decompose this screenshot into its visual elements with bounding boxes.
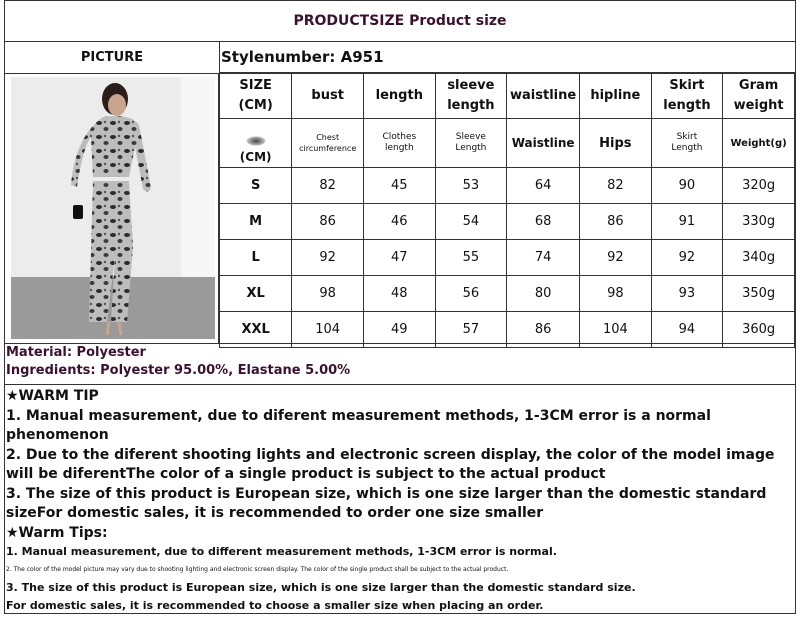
cell-sleeve: 55 [435, 240, 507, 276]
header-sleeve-length: sleeve length [435, 74, 507, 119]
picture-label: PICTURE [5, 41, 220, 74]
subheader-waistline: Waistline [507, 119, 580, 168]
header-length: length [364, 74, 436, 119]
size-table [219, 73, 795, 348]
cell-skirt: 94 [651, 312, 723, 348]
cell-waist: 68 [507, 204, 580, 240]
size-chart [4, 0, 796, 614]
style-number: Stylenumber: A951 [219, 41, 795, 73]
title-row [5, 1, 795, 42]
cell-length: 48 [364, 276, 436, 312]
size-label: M [220, 204, 292, 240]
subheader-row [220, 119, 795, 168]
size-label: XL [220, 276, 292, 312]
size-label: S [220, 168, 292, 204]
tip-6: 3. The size of this product is European size, which is one size larger than the domestic standard size. [6, 581, 636, 594]
subheader-cm: (CM) [220, 119, 292, 168]
subheader-clothes-length: Clothes length [364, 119, 436, 168]
cell-length: 47 [364, 240, 436, 276]
cell-skirt: 92 [651, 240, 723, 276]
cell-weight: 340g [723, 240, 795, 276]
cell-sleeve: 53 [435, 168, 507, 204]
cell-bust: 82 [292, 168, 364, 204]
table-row [220, 168, 795, 204]
header-skirt-length: Skirt length [651, 74, 723, 119]
tip-3: 3. The size of this product is European size, which is one size larger than the domestic standard sizeFor domestic sales, it is recommended to order one size smaller [6, 485, 767, 521]
cell-hip: 104 [580, 312, 652, 348]
header-size: SIZE (CM) [220, 74, 292, 119]
cell-hip: 92 [580, 240, 652, 276]
cell-waist: 74 [507, 240, 580, 276]
cell-length: 45 [364, 168, 436, 204]
cell-skirt: 90 [651, 168, 723, 204]
table-row [220, 240, 795, 276]
table-row [220, 276, 795, 312]
cell-waist: 86 [507, 312, 580, 348]
cell-length: 49 [364, 312, 436, 348]
page-title: PRODUCTSIZE Product size [293, 13, 507, 29]
table-row [220, 204, 795, 240]
ingredients-line: Ingredients: Polyester 95.00%, Elastane 5.00% [6, 363, 351, 378]
subheader-hips: Hips [580, 119, 652, 168]
header-hipline: hipline [580, 74, 652, 119]
photo-cell [5, 73, 219, 343]
subheader-chest: Chest circumference [292, 119, 364, 168]
header-row [220, 74, 795, 119]
cell-skirt: 91 [651, 204, 723, 240]
cell-weight: 350g [723, 276, 795, 312]
tips-section [6, 387, 794, 615]
material-line: Material: Polyester [6, 345, 146, 360]
cell-weight: 360g [723, 312, 795, 348]
cell-waist: 80 [507, 276, 580, 312]
cell-hip: 98 [580, 276, 652, 312]
warm-tips-heading: ★Warm Tips: [6, 524, 108, 541]
cell-bust: 98 [292, 276, 364, 312]
material-section [5, 343, 795, 385]
header-waistline: waistline [507, 74, 580, 119]
tip-7: For domestic sales, it is recommended to choose a smaller size when placing an order. [6, 599, 544, 612]
cell-skirt: 93 [651, 276, 723, 312]
size-label: L [220, 240, 292, 276]
cell-sleeve: 56 [435, 276, 507, 312]
cell-weight: 330g [723, 204, 795, 240]
cell-bust: 92 [292, 240, 364, 276]
tip-1: 1. Manual measurement, due to diferent measurement methods, 1-3CM error is a normal phenomenon [6, 407, 711, 443]
cell-length: 46 [364, 204, 436, 240]
cell-hip: 82 [580, 168, 652, 204]
tip-4: 1. Manual measurement, due to different measurement methods, 1-3CM error is normal. [6, 545, 557, 558]
tip-2: 2. Due to the diferent shooting lights and electronic screen display, the color of the model image will be diferentThe color of a single product is subject to the actual product [6, 446, 775, 482]
cell-waist: 64 [507, 168, 580, 204]
cell-bust: 104 [292, 312, 364, 348]
header-gram-weight: Gram weight [723, 74, 795, 119]
size-label: XXL [220, 312, 292, 348]
warm-tip-heading: ★WARM TIP [6, 388, 99, 404]
cell-weight: 320g [723, 168, 795, 204]
cell-sleeve: 54 [435, 204, 507, 240]
cell-sleeve: 57 [435, 312, 507, 348]
cell-bust: 86 [292, 204, 364, 240]
header-bust: bust [292, 74, 364, 119]
cell-hip: 86 [580, 204, 652, 240]
tip-5: 2. The color of the model picture may vary due to shooting lighting and electronic screen display. The color of the single product shall be subject to the actual product. [6, 566, 509, 573]
subheader-sleeve-length: Sleeve Length [435, 119, 507, 168]
subheader-weight: Weight(g) [723, 119, 795, 168]
ink-smudge [246, 136, 266, 146]
subheader-skirt-length: Skirt Length [651, 119, 723, 168]
model-photo-illustration [11, 77, 215, 339]
model-photo [11, 77, 215, 339]
